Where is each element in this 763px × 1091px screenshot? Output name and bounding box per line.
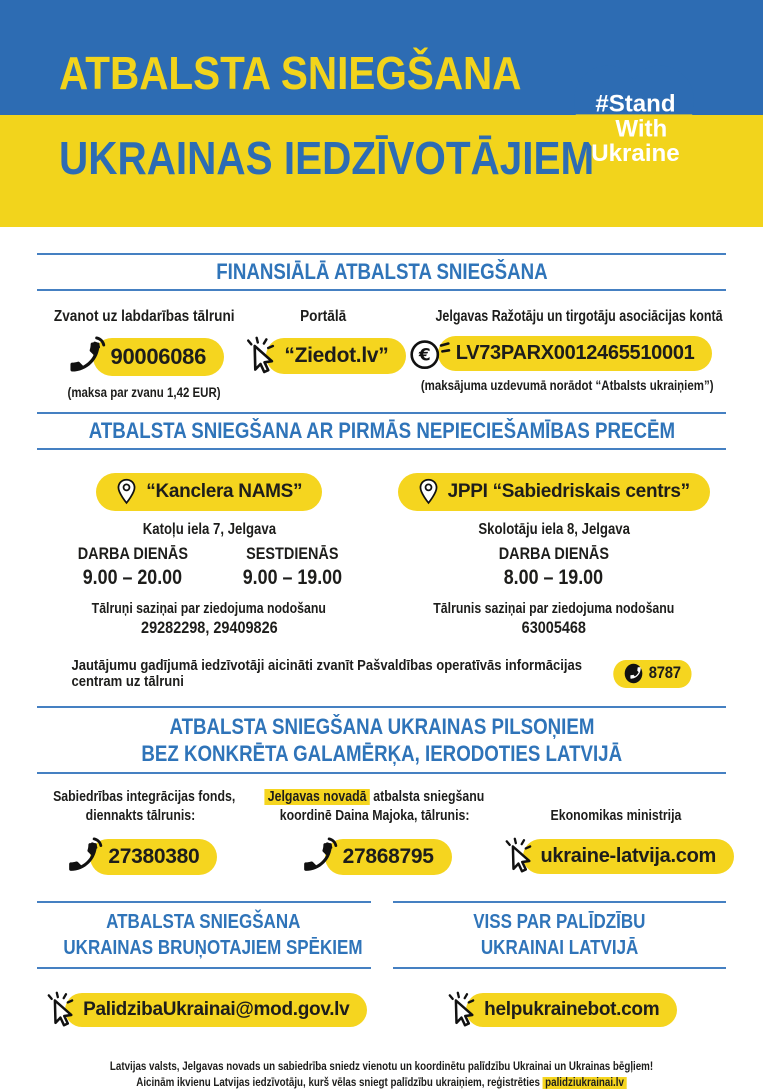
location-card-jppi — [382, 464, 727, 638]
hotline-note-text: Jautājumu gadījumā iedzīvotāji aicināti zvanīt Pašvaldības operatīvās informācijas centram uz tālruni — [71, 658, 583, 690]
click-cursor-icon — [40, 991, 78, 1029]
hotline-phone-pill[interactable]: 8787 — [614, 660, 692, 688]
click-cursor-icon — [239, 336, 279, 376]
bank-account-pill[interactable]: LV73PARX0012465510001 — [438, 336, 713, 371]
ministry-link-pill[interactable]: ukraine-latvija.com — [523, 839, 734, 874]
goods-heading: ATBALSTA SNIEGŠANA AR PIRMĀS NEPIECIEŠAMĪBAS PRECĒM — [37, 412, 726, 450]
integration-fund-phone-pill[interactable]: 27380380 — [90, 839, 217, 875]
location-address: Katoļu iela 7, Jelgava — [142, 521, 276, 538]
section-financial — [37, 253, 726, 400]
location-pill-jppi[interactable]: JPPI “Sabiedriskais centrs” — [398, 473, 710, 511]
bank-account-note: (maksājuma uzdevumā norādot “Atbalsts ukraiņiem”) — [421, 378, 714, 393]
coordinator-label: Jelgavas novadā atbalsta sniegšanu koordinē Daina Majoka, tālrunis: — [244, 788, 506, 826]
coordinator-phone-pill[interactable]: 27868795 — [325, 839, 452, 875]
portal-label: Portālā — [299, 308, 346, 325]
schedule-saturdays: SESTDIENĀS 9.00 – 19.00 — [242, 544, 342, 589]
heart-text-line2: With — [615, 115, 668, 143]
ziedot-link-pill[interactable]: “Ziedot.lv” — [266, 338, 406, 374]
footer — [37, 1059, 726, 1091]
click-cursor-icon — [441, 991, 479, 1029]
location-contact-numbers[interactable]: 63005468 — [521, 618, 586, 637]
section-citizens — [37, 706, 726, 877]
ministry-label: Ekonomikas ministrija — [550, 808, 682, 824]
section-army — [37, 901, 371, 1029]
heart-text-line1: #Stand — [595, 90, 676, 118]
section-goods — [37, 412, 726, 690]
poster-body — [0, 253, 763, 1091]
location-pin-icon — [116, 478, 137, 505]
schedule-workdays: DARBA DIENĀS 9.00 – 20.00 — [77, 544, 188, 589]
schedule-workdays: DARBA DIENĀS 8.00 – 19.00 — [498, 544, 609, 589]
all-help-heading: VISS PAR PALĪDZĪBU UKRAINAI LATVIJĀ — [393, 901, 727, 969]
army-email-pill[interactable]: PalidzibaUkrainai@mod.gov.lv — [65, 993, 367, 1027]
novads-highlight: Jelgavas novadā — [265, 789, 370, 805]
charity-phone-note: (maksa par zvanu 1,42 EUR) — [67, 385, 221, 400]
click-cursor-icon — [498, 837, 536, 875]
location-contact-label: Tālrunis saziņai par ziedojuma nodošanu — [433, 601, 675, 617]
integration-fund-label: Sabiedrības integrācijas fonds, diennakts tālrunis: — [53, 789, 236, 824]
location-pin-icon — [418, 478, 439, 505]
stand-with-ukraine-heart-badge — [561, 54, 707, 204]
euro-coin-icon — [409, 337, 451, 371]
svg-text:€: € — [418, 345, 431, 366]
bank-account-label: Jelgavas Ražotāju un tirgotāju asociācijas kontā — [435, 308, 723, 325]
footer-line2: Aicinām ikvienu Latvijas iedzīvotāju, kurš vēlas sniegt palīdzību ukraiņiem, reģistrēties palidziukrainai.lv — [37, 1075, 726, 1091]
location-contact-label: Tālruņi saziņai par ziedojuma nodošanu — [92, 601, 327, 617]
army-heading: ATBALSTA SNIEGŠANA UKRAINAS BRUŅOTAJIEM SPĒKIEM — [37, 901, 371, 969]
citizens-heading: ATBALSTA SNIEGŠANA UKRAINAS PILSOŅIEM BEZ KONKRĒTA GALAMĒRĶA, IERODOTIES LATVIJĀ — [37, 706, 726, 774]
phone-icon — [64, 336, 106, 378]
charity-phone-label: Zvanot uz labdarības tālruni — [53, 308, 235, 325]
footer-line1: Latvijas valsts, Jelgavas novads un sabiedrība sniedz vienotu un koordinētu palīdzību Ukrainai un Ukrainas bēgļiem! — [109, 1061, 654, 1073]
section-all-help — [393, 901, 727, 1029]
charity-phone-pill[interactable]: 90006086 — [93, 338, 224, 376]
header-flag — [0, 0, 763, 227]
help-bot-pill[interactable]: helpukrainebot.com — [466, 993, 677, 1027]
heart-text-line3: Ukraine — [591, 140, 680, 168]
location-address: Skolotāju iela 8, Jelgava — [477, 521, 630, 538]
poster-title-line2: UKRAINAS IEDZĪVOTĀJIEM — [59, 132, 595, 184]
footer-register-link[interactable]: palidziukrainai.lv — [543, 1077, 627, 1089]
financial-heading: FINANSIĀLĀ ATBALSTA SNIEGŠANA — [37, 253, 726, 291]
location-pill-kanclera[interactable]: “Kanclera NAMS” — [96, 473, 322, 511]
phone-icon — [298, 837, 338, 877]
poster-title-line1: ATBALSTA SNIEGŠANA — [59, 47, 522, 99]
hotline-note-row — [71, 658, 691, 690]
phone-icon — [63, 837, 103, 877]
location-card-kanclera — [37, 464, 382, 638]
phone-circle-icon — [624, 663, 643, 684]
location-contact-numbers[interactable]: 29282298, 29409826 — [140, 618, 278, 637]
